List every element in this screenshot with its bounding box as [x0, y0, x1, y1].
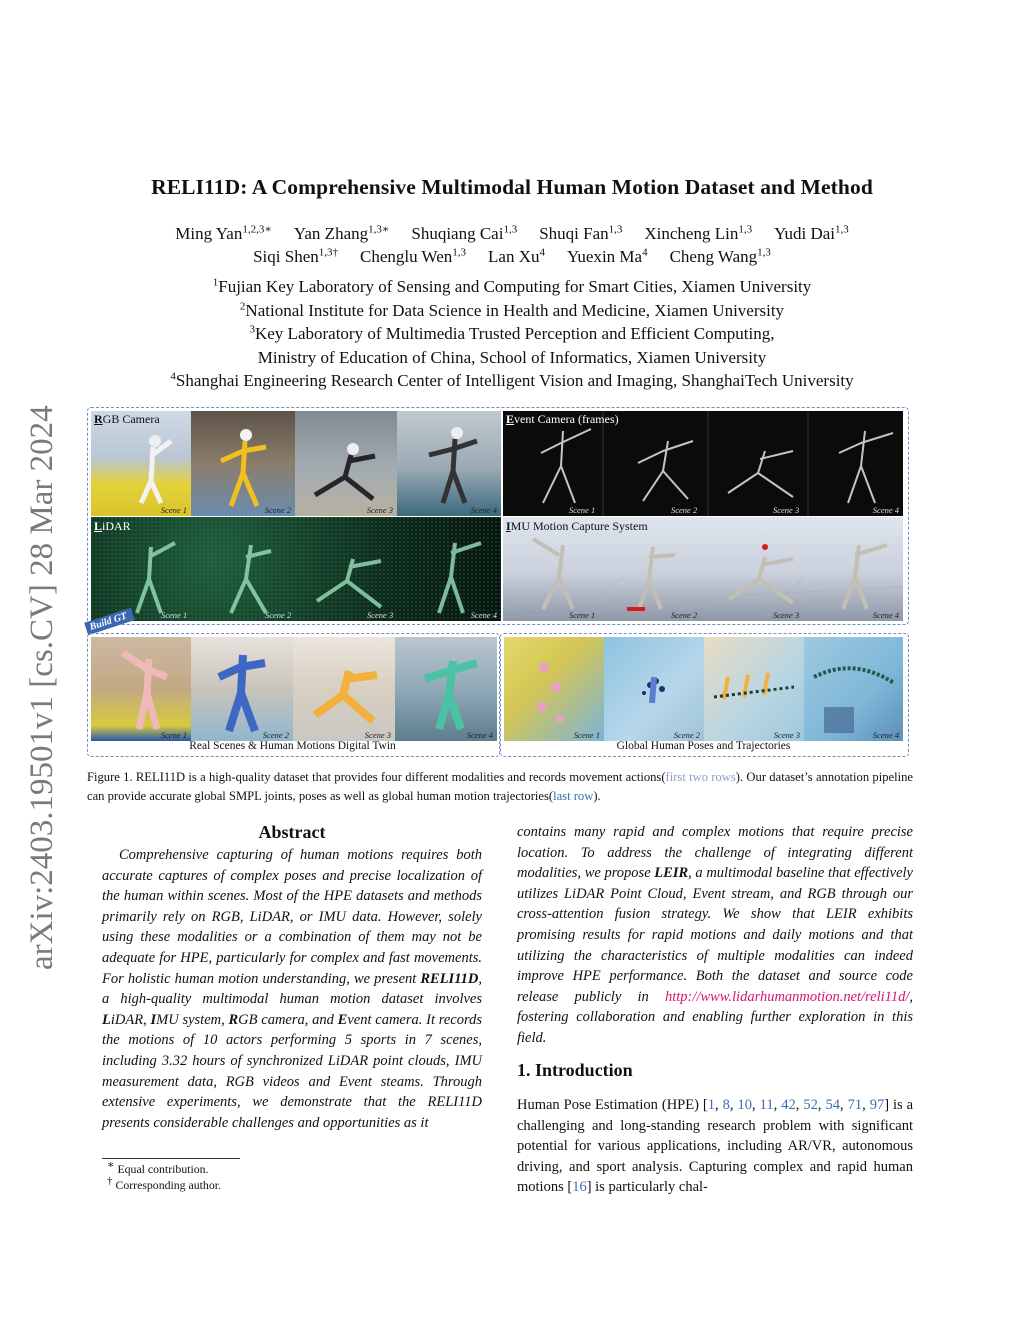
digital-twin-caption: Real Scenes & Human Motions Digital Twin: [189, 740, 396, 752]
citation-link[interactable]: 97: [869, 1097, 885, 1113]
trajectories-caption: Global Human Poses and Trajectories: [616, 740, 791, 752]
twin-scene-4: [395, 637, 497, 741]
figure-caption: Figure 1. RELI11D is a high-quality dataset that provides four different modalities and records movement actions(first two rows). Our dataset’s annotation pipeline can provide accurate global SMPL joints, poses as well as global human motion trajectories(last row).: [87, 770, 913, 803]
caption-link-last-row[interactable]: last row: [553, 789, 594, 803]
author-name: Xincheng Lin$^{1,3}$: [644, 223, 753, 243]
affiliation-list: [0, 275, 1024, 393]
event-panel-title: Event Camera (frames): [506, 412, 619, 426]
build-gt-badge: Build GT: [84, 608, 134, 635]
citation-link[interactable]: 52: [803, 1097, 818, 1113]
figure-1: [87, 407, 911, 757]
dataset-url-link[interactable]: http://www.lidarhumanmotion.net/reli11d/: [665, 988, 910, 1005]
imu-panel-title: IMU Motion Capture System: [506, 519, 648, 533]
traj-scene-4: [804, 637, 903, 741]
author-name: Lan Xu$^4$: [488, 246, 545, 266]
affiliation: $^1$Fujian Key Laboratory of Sensing and Computing for Smart Cities, Xiamen University: [212, 276, 812, 296]
scene-label: Scene 1: [569, 610, 596, 620]
scene-label: Scene 4: [872, 730, 899, 740]
author-list: [0, 222, 1024, 268]
abstract-heading: Abstract: [258, 822, 326, 842]
scene-label: Scene 3: [367, 610, 394, 620]
scene-label: Scene 2: [262, 730, 289, 740]
affiliation: $^3$Key Laboratory of Multimedia Trusted Perception and Efficient Computing,: [249, 323, 775, 343]
author-name: Siqi Shen$^{1,3\dagger}$: [253, 246, 338, 266]
footnotes: [107, 1161, 487, 1193]
author-name: Yudi Dai$^{1,3}$: [774, 223, 849, 243]
abstract-right-text: contains many rapid and complex motions that require precise location. To address the challenge of integrating different modalities, we propose LEIR, a multimodal baseline that effectively utilizes LiDAR Point Cloud, Event stream, and RGB through our cross-attention fusion strategy. We show that LEIR exhibits promising results for rapid motions and daily motions and that utilizing the characteristics of multiple modalities can indeed improve HPE performance. Both the dataset and source code release publicly in http://www.lidarhumanmotion.net/reli11d/, fostering collaboration and enabling further exploration in this field.: [517, 824, 913, 1046]
traj-scene-3: [704, 637, 804, 741]
scene-label: Scene 2: [671, 505, 698, 515]
citation-link[interactable]: 1: [707, 1097, 715, 1113]
scene-label: Scene 1: [161, 610, 188, 620]
traj-scene-2: [604, 637, 704, 741]
scene-label: Scene 2: [264, 505, 291, 515]
introduction-heading: 1. Introduction: [517, 1060, 633, 1080]
citation-link[interactable]: 16: [572, 1179, 587, 1196]
affiliation: $^4$Shanghai Engineering Research Center of Intelligent Vision and Imaging, ShanghaiTech University: [170, 370, 854, 390]
author-name: Shuqi Fan$^{1,3}$: [539, 223, 623, 243]
twin-scene-1: [91, 637, 191, 741]
scene-label: Scene 2: [671, 610, 698, 620]
scene-label: Scene 3: [364, 730, 391, 740]
author-line-2: [0, 245, 1024, 268]
scene-label: Scene 1: [573, 730, 600, 740]
affiliation: $^2$National Institute for Data Science in Health and Medicine, Xiamen University: [239, 299, 785, 320]
scene-label: Scene 4: [872, 610, 899, 620]
rgb-scene-2: [191, 411, 295, 516]
scene-label: Scene 1: [160, 730, 187, 740]
footnote-rule: [102, 1158, 240, 1159]
citation-link[interactable]: 54: [825, 1097, 840, 1113]
lidar-strip: [91, 517, 501, 621]
author-name: Chenglu Wen$^{1,3}$: [360, 246, 467, 266]
rgb-scene-4: [397, 411, 501, 516]
rgb-scene-3: [295, 411, 397, 516]
scene-label: Scene 3: [366, 505, 393, 515]
scene-label: Scene 4: [872, 505, 899, 515]
caption-link-first-two-rows[interactable]: first two rows: [665, 770, 736, 784]
twin-scene-3: [293, 637, 395, 741]
affiliation: Ministry of Education of China, School of Informatics, Xiamen University: [257, 347, 767, 367]
traj-scene-1: [504, 637, 604, 741]
arxiv-stamp: [6, 355, 66, 975]
citation-link[interactable]: 71: [847, 1097, 863, 1113]
author-name: Yuexin Ma$^4$: [567, 246, 648, 266]
citation-link[interactable]: 11: [759, 1097, 774, 1113]
abstract-left-text: Comprehensive capturing of human motions requires both accurate captures of complex poses and precise localization of the human within scenes. Most of the HPE datasets and methods primarily rely on RGB, LiDAR, or IMU data. However, solely using these modalities or a combination of them may not be adequate for HPE, particularly for complex and fast movements. For holistic human motion understanding, we present RELI11D, a high-quality multimodal human motion dataset involves LiDAR, IMU system, RGB camera, and Event camera. It records the motions of 10 actors performing 5 sports in 7 scenes, including 3.32 hours of synchronized LiDAR point clouds, IMU measurement data, RGB videos and Event steams. Through extensive experiments, we demonstrate that the RELI11D presents considerable challenges and opportunities as it: [102, 847, 482, 1131]
footnote-equal: ∗ Equal contribution.: [107, 1159, 209, 1176]
footnote-corresponding: † Corresponding author.: [107, 1175, 221, 1192]
scene-label: Scene 2: [673, 730, 700, 740]
paper-title: RELI11D: A Comprehensive Multimodal Human Motion Dataset and Method: [151, 175, 873, 199]
scene-label: Scene 4: [470, 610, 497, 620]
scene-label: Scene 3: [773, 505, 800, 515]
introduction-text: Human Pose Estimation (HPE) [1, 8, 10, 11, 42, 52, 54, 71, 97] is a challenging and long-standing research problem with significant potential for various applications, including AR/VR, autonomous driving, and sport analysis. Capturing complex and rapid human motions [16] is particularly chal-: [517, 1097, 914, 1196]
author-line-1: [0, 222, 1024, 245]
lidar-panel-title: LiDAR: [94, 519, 131, 533]
author-name: Cheng Wang$^{1,3}$: [669, 246, 771, 266]
scene-label: Scene 3: [773, 610, 800, 620]
author-name: Shuqiang Cai$^{1,3}$: [411, 223, 518, 243]
scene-label: Scene 1: [160, 505, 187, 515]
scene-label: Scene 3: [773, 730, 800, 740]
scene-label: Scene 4: [470, 505, 497, 515]
arxiv-stamp-text: arXiv:2403.19501v1 [cs.CV] 28 Mar 2024: [24, 405, 60, 970]
citation-link[interactable]: 8: [722, 1097, 730, 1113]
scene-label: Scene 2: [265, 610, 292, 620]
citation-link[interactable]: 10: [737, 1097, 752, 1113]
rgb-panel-title: RGB Camera: [94, 412, 160, 426]
citation-link[interactable]: 42: [781, 1097, 796, 1113]
twin-scene-2: [191, 637, 293, 741]
author-name: Ming Yan$^{1,2,3∗}$: [175, 223, 272, 243]
author-name: Yan Zhang$^{1,3∗}$: [293, 223, 390, 243]
scene-label: Scene 4: [466, 730, 493, 740]
scene-label: Scene 1: [569, 505, 596, 515]
